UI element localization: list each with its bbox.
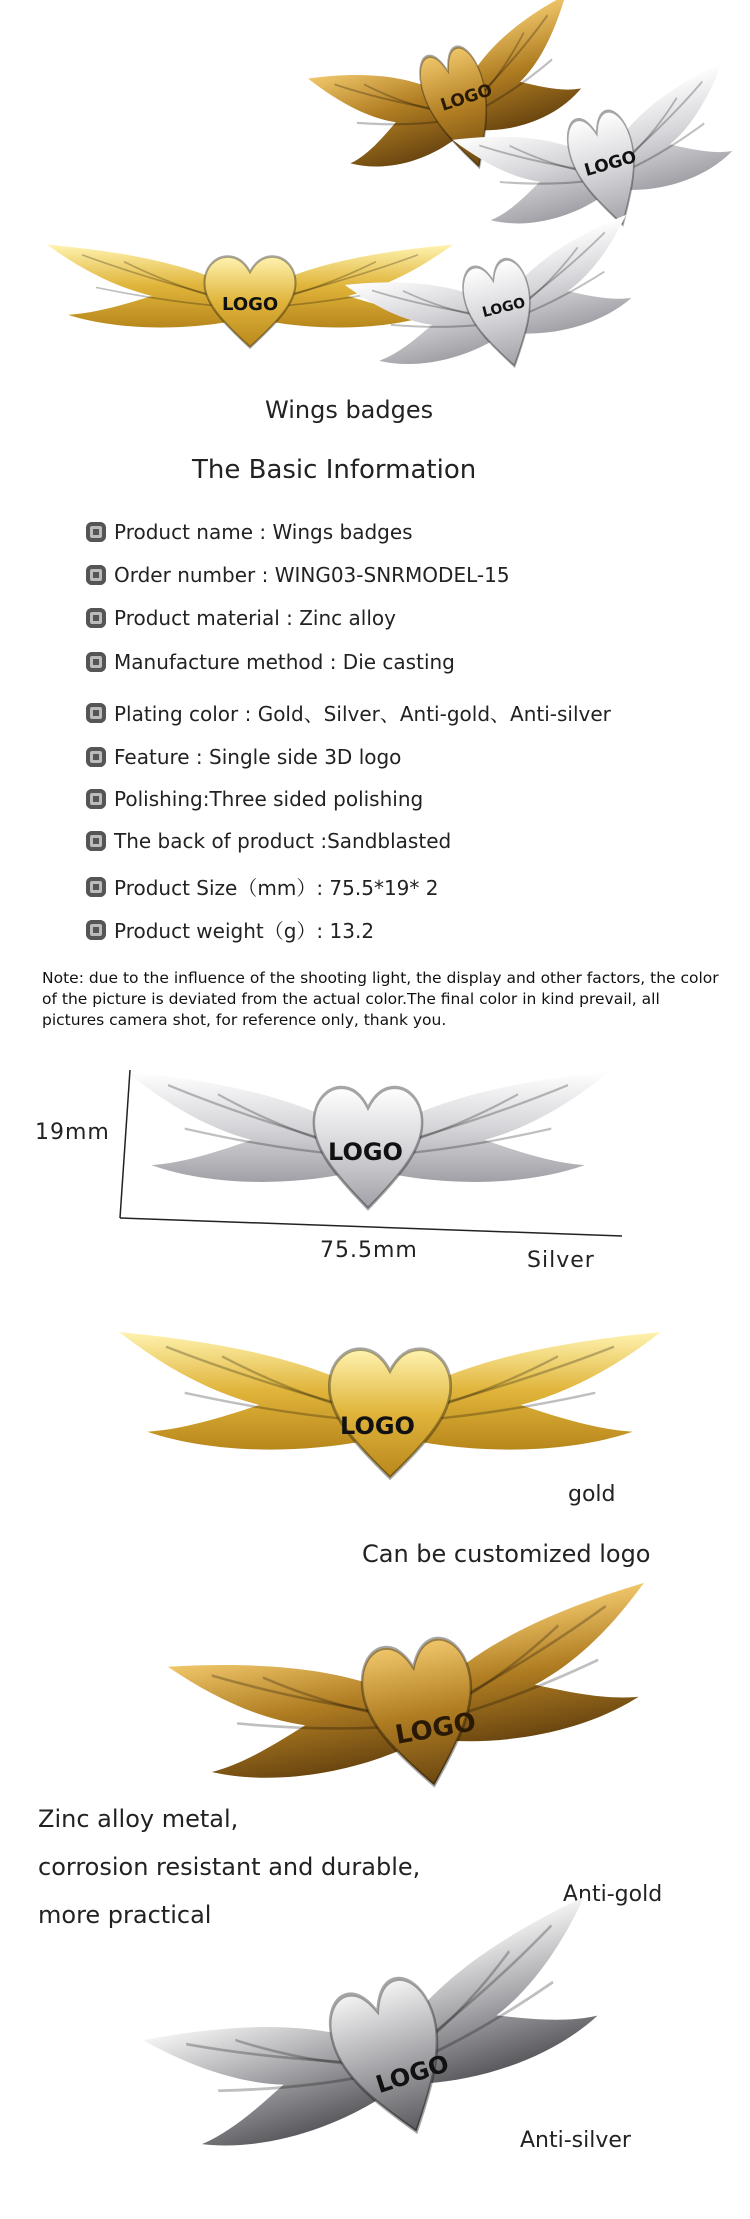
- info-item: [86, 915, 374, 944]
- info-item: [86, 650, 455, 674]
- silver-label: Silver: [527, 1248, 595, 1273]
- info-item: [86, 787, 423, 811]
- bullet-icon: [86, 703, 106, 723]
- width-label: 75.5mm: [320, 1238, 418, 1263]
- hero-logo-silver: LOGO: [582, 147, 639, 181]
- section-title: The Basic Information: [192, 455, 477, 485]
- feature-line: Zinc alloy metal,: [38, 1805, 239, 1833]
- info-item: [86, 829, 451, 853]
- hero-badge-silver-small: [350, 238, 650, 378]
- custom-logo-caption: Can be customized logo: [362, 1540, 651, 1568]
- info-item: [86, 520, 413, 544]
- bullet-icon: [86, 652, 106, 672]
- info-item: [86, 563, 510, 587]
- info-text: Polishing:Three sided polishing: [114, 787, 424, 811]
- silver-logo: LOGO: [328, 1138, 403, 1166]
- hero-logo-antigold: LOGO: [438, 80, 495, 116]
- antigold-badge: [170, 1610, 670, 1800]
- bullet-icon: [86, 608, 106, 628]
- bullet-icon: [86, 920, 106, 940]
- bullet-icon: [86, 565, 106, 585]
- info-text: Manufacture method : Die casting: [114, 650, 455, 674]
- info-item: [86, 606, 396, 630]
- gold-badge: [110, 1320, 670, 1490]
- antisilver-label: Anti-silver: [520, 2128, 631, 2153]
- gold-logo: LOGO: [340, 1412, 415, 1440]
- info-text: Order number : WING03-SNRMODEL-15: [114, 563, 510, 587]
- disclaimer-note: Note: due to the influence of the shooting light, the display and other factors, the color of the picture is deviated from the actual color.The final color in kind prevail, all pictures camera shot, for reference only, thank you.: [42, 969, 719, 1029]
- antigold-label: Anti-gold: [563, 1882, 663, 1907]
- info-text: Product name : Wings badges: [114, 520, 413, 544]
- info-text: Product weight（g）: 13.2: [114, 919, 375, 943]
- gold-label: gold: [568, 1482, 616, 1507]
- info-text: Product material : Zinc alloy: [114, 606, 396, 630]
- dimension-lines: [0, 1040, 750, 1260]
- info-text: Feature : Single side 3D logo: [114, 745, 402, 769]
- info-text: Plating color : Gold、Silver、Anti-gold、Anti-silver: [114, 702, 611, 726]
- info-item: [86, 698, 611, 727]
- info-item: [86, 872, 438, 901]
- feature-line: more practical: [38, 1901, 212, 1929]
- bullet-icon: [86, 522, 106, 542]
- feature-line: corrosion resistant and durable,: [38, 1853, 421, 1881]
- bullet-icon: [86, 831, 106, 851]
- info-text: Product Size（mm）: 75.5*19* 2: [114, 876, 439, 900]
- antigold-logo: LOGO: [393, 1707, 479, 1751]
- bullet-icon: [86, 747, 106, 767]
- info-text: The back of product :Sandblasted: [114, 829, 452, 853]
- info-item: [86, 745, 401, 769]
- hero-logo-gold: LOGO: [222, 294, 279, 315]
- hero-caption: Wings badges: [265, 396, 434, 424]
- height-label: 19mm: [35, 1120, 110, 1145]
- bullet-icon: [86, 789, 106, 809]
- hero-logo-silver-small: LOGO: [480, 294, 528, 322]
- antisilver-logo: LOGO: [372, 2049, 453, 2099]
- antisilver-badge: [150, 1950, 630, 2150]
- bullet-icon: [86, 877, 106, 897]
